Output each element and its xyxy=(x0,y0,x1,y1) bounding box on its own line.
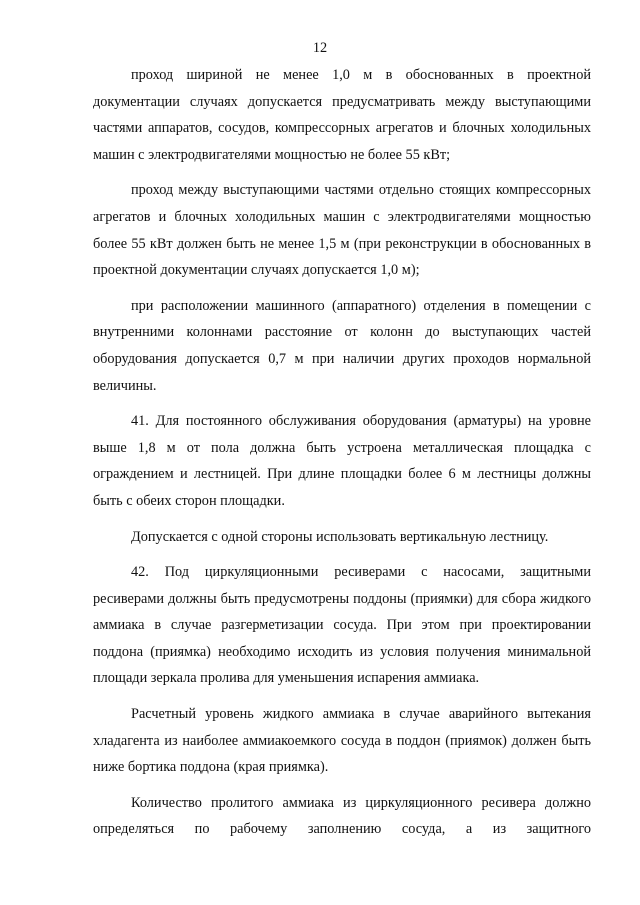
paragraph-passage-1m: проход шириной не менее 1,0 м в обоснованных в проектной документации случаях допускается предусматривать между выступающими частями аппаратов, сосудов, компрессорных агрегатов и блочных холодильных машин с электродвигателями мощностью не более 55 кВт; xyxy=(93,67,591,163)
paragraph-passage-1-5m: проход между выступающими частями отдельно стоящих компрессорных агрегатов и блочных холодильных машин с электродвигателями мощностью более 55 кВт должен быть не менее 1,5 м (при реконструкции в обоснованных в проектной документации случаях допускается 1,0 м); xyxy=(93,182,591,279)
paragraph-vertical-ladder: Допускается с одной стороны использовать вертикальную лестницу. xyxy=(131,528,549,545)
paragraph-clause-41: 41. Для постоянного обслуживания оборудования (арматуры) на уровне выше 1,8 м от пола должна быть устроена металлическая площадка с ограждением и лестницей. При длине площадки более 6 м лестницы должны быть с обеих сторон площадки. xyxy=(93,413,591,509)
paragraph-ammonia-level: Расчетный уровень жидкого аммиака в случае аварийного вытекания хладагента из наиболее аммиакоемкого сосуда в поддон (приямок) должен быть ниже бортика поддона (края приямка). xyxy=(93,706,591,776)
paragraph-columns-distance: при расположении машинного (аппаратного) отделения в помещении с внутренними колоннами расстояние от колонн до выступающих частей оборудования допускается 0,7 м при наличии других проходов нормальной величины. xyxy=(93,297,591,394)
page-body xyxy=(93,62,591,852)
page-number: 12 xyxy=(312,40,328,56)
paragraph-spilled-ammonia: Количество пролитого аммиака из циркуляционного ресивера должно определяться по рабочему заполнению сосуда, а из защитного xyxy=(93,794,591,838)
paragraph-clause-42: 42. Под циркуляционными ресиверами с насосами, защитными ресиверами должны быть предусмотрены поддоны (приямки) для сбора жидкого аммиака в случае разгерметизации сосуда. При этом при проектировании поддона (приямка) необходимо исходить из условия получения минимальной площади зеркала пролива для уменьшения испарения аммиака. xyxy=(93,564,591,687)
